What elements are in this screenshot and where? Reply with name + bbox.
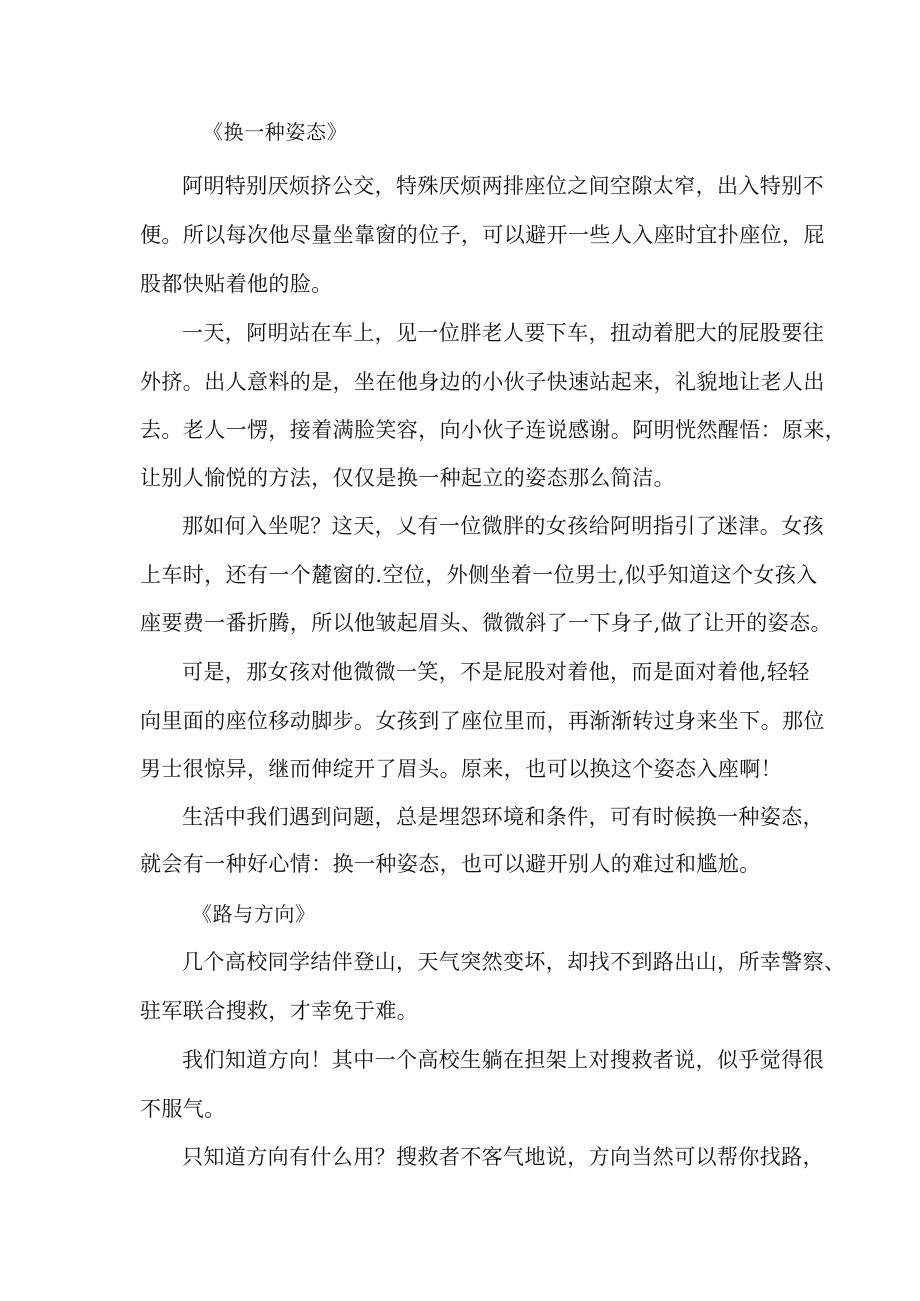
text-line: 一天，阿明站在车上，见一位胖老人要下车，扭动着肥大的屁股要往 bbox=[182, 321, 824, 345]
text-line: 那如何入坐呢？这天，乂有一位微胖的女孩给阿明指引了迷津。女孩 bbox=[182, 514, 824, 538]
text-line: 让别人愉悦的方法，仅仅是换一种起立的姿态那么简洁。 bbox=[140, 466, 675, 490]
text-line: 生活中我们遇到问题，总是埋怨环境和条件，可有时候换一种姿态， bbox=[182, 805, 824, 829]
text-line: 去。老人一愣，接着满脸笑容，向小伙子连说感谢。阿明恍然醒悟：原来， bbox=[140, 418, 847, 442]
text-line: 向里面的座位移动脚步。女孩到了座位里而，再渐渐转过身来坐下。那位 bbox=[140, 709, 825, 733]
text-line: 便。所以每次他尽量坐靠窗的位子，可以避开一些人入座时宜扑座位，屁 bbox=[140, 223, 825, 247]
text-line: 几个高校同学结伴登山，天气突然变坏，却找不到路出山，所幸警察、 bbox=[182, 950, 846, 974]
story-title-change-posture: 《换一种姿态》 bbox=[203, 120, 348, 144]
text-line: 我们知道方向！其中一个高校生躺在担架上对搜救者说，似乎觉得很 bbox=[182, 1048, 824, 1072]
text-line: 驻军联合搜救，才幸免于难。 bbox=[140, 999, 419, 1023]
text-line: 股都快贴着他的脸。 bbox=[140, 272, 333, 296]
text-line: 可是，那女孩对他微微一笑，不是屁股对着他，而是面对着他,轻轻 bbox=[182, 660, 810, 684]
text-line: 上车时，还有一个麓窗的.空位，外侧坐着一位男士,似乎知道这个女孩入 bbox=[140, 563, 818, 587]
story-title-road-and-direction: 《路与方向》 bbox=[192, 902, 316, 926]
text-line: 阿明特别厌烦挤公交，特殊厌烦两排座位之间空隙太窄，出入特别不 bbox=[182, 174, 824, 198]
text-line: 座要费一番折腾，所以他皱起眉头、微微斜了一下身子,做了让开的姿态。 bbox=[140, 611, 832, 635]
text-line: 外挤。出人意料的是，坐在他身边的小伙子快速站起来，礼貌地让老人出 bbox=[140, 370, 825, 394]
text-line: 不服气。 bbox=[140, 1097, 226, 1121]
text-line: 只知道方向有什么用？搜救者不客气地说，方向当然可以帮你找路， bbox=[182, 1145, 824, 1169]
text-line: 男士很惊异，继而伸绽开了眉头。原来，也可以换这个姿态入座啊！ bbox=[140, 757, 782, 781]
text-line: 就会有一种好心情：换一种姿态，也可以避开别人的难过和尴尬。 bbox=[140, 852, 761, 876]
